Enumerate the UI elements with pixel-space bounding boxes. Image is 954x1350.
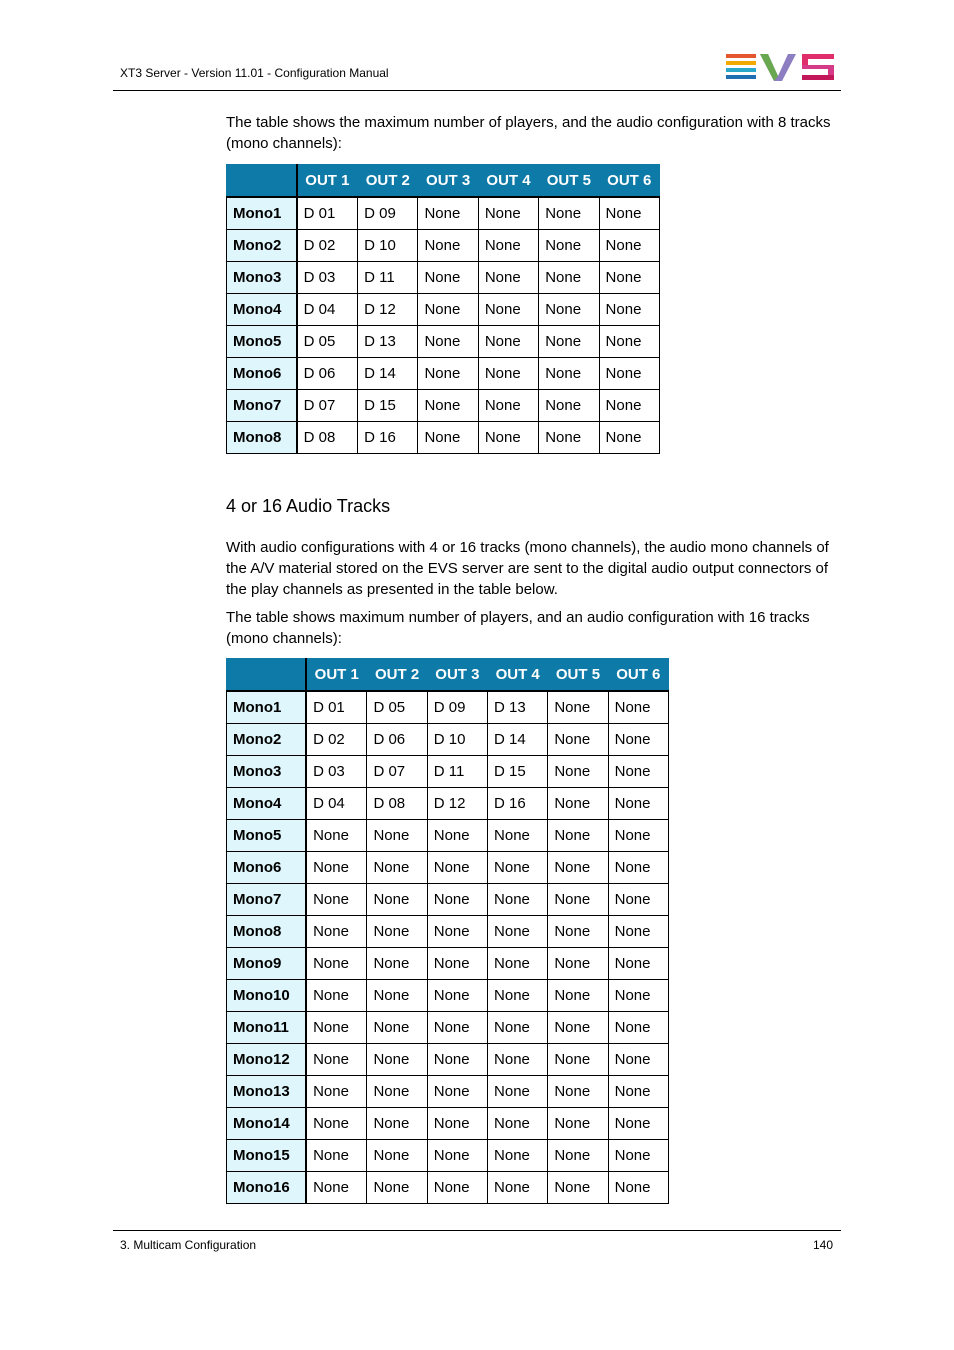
- table-cell: None: [418, 390, 478, 422]
- footer-section: 3. Multicam Configuration: [120, 1238, 257, 1252]
- table-cell: None: [306, 1140, 367, 1172]
- table-cell: None: [539, 358, 599, 390]
- table-cell: None: [599, 230, 659, 262]
- table-row: [227, 1076, 669, 1108]
- table-row: [227, 820, 669, 852]
- table-row: [227, 788, 669, 820]
- row-header-cell: Mono3: [227, 756, 307, 788]
- table-cell: None: [367, 916, 427, 948]
- table-cell: None: [478, 422, 538, 454]
- table-cell: None: [367, 884, 427, 916]
- table-cell: D 07: [297, 390, 358, 422]
- column-header: OUT 4: [488, 659, 548, 692]
- table-cell: None: [548, 980, 608, 1012]
- row-header-cell: Mono5: [227, 820, 307, 852]
- row-header-cell: Mono7: [227, 884, 307, 916]
- header-divider: [113, 90, 841, 91]
- audio-16-tracks-table: [226, 658, 669, 1204]
- row-header-cell: Mono2: [227, 724, 307, 756]
- table-cell: None: [306, 1108, 367, 1140]
- row-header-cell: Mono15: [227, 1140, 307, 1172]
- table-cell: D 14: [358, 358, 418, 390]
- table-cell: None: [608, 1108, 668, 1140]
- table-cell: D 06: [297, 358, 358, 390]
- row-header-cell: Mono2: [227, 230, 297, 262]
- table-cell: None: [488, 1172, 548, 1204]
- table-cell: None: [548, 852, 608, 884]
- table-cell: None: [418, 294, 478, 326]
- table-cell: None: [608, 820, 668, 852]
- table-cell: None: [548, 820, 608, 852]
- table-cell: None: [427, 1172, 487, 1204]
- table-row: [227, 1172, 669, 1204]
- table-row: [227, 724, 669, 756]
- table-row: [227, 852, 669, 884]
- table-cell: None: [539, 390, 599, 422]
- table-cell: D 11: [427, 756, 487, 788]
- table-cell: D 09: [358, 197, 418, 230]
- table-cell: None: [599, 262, 659, 294]
- table-cell: None: [478, 358, 538, 390]
- table-cell: None: [427, 1108, 487, 1140]
- table-cell: None: [608, 1012, 668, 1044]
- table-cell: None: [488, 1044, 548, 1076]
- table-cell: None: [367, 1076, 427, 1108]
- table-cell: D 04: [297, 294, 358, 326]
- table-cell: None: [427, 884, 487, 916]
- body-paragraph: With audio configurations with 4 or 16 tracks (mono channels), the audio mono channels of the A/V material stored on the EVS server are sent to the digital audio output connectors of the play channels as presented in the table below.: [226, 539, 829, 598]
- column-header: OUT 2: [358, 165, 418, 198]
- table-cell: D 07: [367, 756, 427, 788]
- column-header: OUT 3: [427, 659, 487, 692]
- table-cell: None: [539, 326, 599, 358]
- table-cell: None: [418, 197, 478, 230]
- table-cell: None: [367, 820, 427, 852]
- table-cell: None: [306, 948, 367, 980]
- intro-paragraph: The table shows the maximum number of players, and the audio configuration with 8 tracks (mono channels):: [226, 114, 831, 152]
- table-cell: None: [548, 756, 608, 788]
- table-header-row: [227, 165, 660, 198]
- column-header: OUT 6: [599, 165, 659, 198]
- table-cell: None: [418, 422, 478, 454]
- table-cell: None: [418, 262, 478, 294]
- row-header-cell: Mono3: [227, 262, 297, 294]
- table-cell: None: [418, 326, 478, 358]
- table-cell: None: [306, 1172, 367, 1204]
- table-cell: None: [608, 916, 668, 948]
- table-cell: D 15: [358, 390, 418, 422]
- table-cell: D 15: [488, 756, 548, 788]
- table-cell: None: [488, 1076, 548, 1108]
- table-cell: None: [488, 1012, 548, 1044]
- table-row: [227, 262, 660, 294]
- row-header-cell: Mono13: [227, 1076, 307, 1108]
- table-cell: None: [608, 1172, 668, 1204]
- table-row: [227, 294, 660, 326]
- column-header: OUT 3: [418, 165, 478, 198]
- table-cell: D 12: [358, 294, 418, 326]
- table-row: [227, 916, 669, 948]
- table-cell: None: [599, 197, 659, 230]
- table-cell: None: [548, 1172, 608, 1204]
- table-cell: None: [418, 230, 478, 262]
- table-cell: None: [608, 788, 668, 820]
- table-cell: None: [478, 390, 538, 422]
- table-cell: D 03: [297, 262, 358, 294]
- table-cell: D 10: [427, 724, 487, 756]
- table-cell: D 09: [427, 691, 487, 724]
- table-cell: D 12: [427, 788, 487, 820]
- table-row: [227, 1140, 669, 1172]
- table-row: [227, 358, 660, 390]
- row-header-cell: Mono10: [227, 980, 307, 1012]
- table-header-row: [227, 659, 669, 692]
- table-cell: None: [427, 948, 487, 980]
- table-row: [227, 390, 660, 422]
- table-cell: None: [367, 1140, 427, 1172]
- table-cell: None: [539, 422, 599, 454]
- table-cell: None: [608, 756, 668, 788]
- table-cell: None: [539, 197, 599, 230]
- table-cell: None: [427, 820, 487, 852]
- table-cell: None: [608, 691, 668, 724]
- table-cell: None: [608, 852, 668, 884]
- table-cell: D 06: [367, 724, 427, 756]
- row-header-cell: Mono14: [227, 1108, 307, 1140]
- row-header-cell: Mono8: [227, 422, 297, 454]
- column-header: OUT 5: [539, 165, 599, 198]
- table-cell: None: [488, 948, 548, 980]
- table-cell: None: [478, 294, 538, 326]
- table-cell: None: [418, 358, 478, 390]
- row-header-cell: Mono5: [227, 326, 297, 358]
- table-cell: None: [548, 916, 608, 948]
- column-header: OUT 4: [478, 165, 538, 198]
- table-cell: None: [548, 691, 608, 724]
- section-heading: 4 or 16 Audio Tracks: [226, 496, 391, 516]
- table-cell: D 13: [358, 326, 418, 358]
- table-cell: None: [608, 1140, 668, 1172]
- table-cell: None: [599, 358, 659, 390]
- table-cell: None: [478, 230, 538, 262]
- table-cell: None: [306, 980, 367, 1012]
- table-cell: None: [608, 948, 668, 980]
- column-header: [227, 165, 297, 198]
- table-cell: D 02: [297, 230, 358, 262]
- row-header-cell: Mono11: [227, 1012, 307, 1044]
- table-cell: None: [608, 980, 668, 1012]
- table-cell: None: [306, 820, 367, 852]
- table-cell: None: [367, 980, 427, 1012]
- row-header-cell: Mono9: [227, 948, 307, 980]
- table-cell: None: [427, 980, 487, 1012]
- table-cell: None: [488, 980, 548, 1012]
- row-header-cell: Mono8: [227, 916, 307, 948]
- table-cell: None: [608, 1044, 668, 1076]
- table-cell: D 10: [358, 230, 418, 262]
- table-cell: None: [427, 852, 487, 884]
- table-row: [227, 326, 660, 358]
- table-cell: None: [478, 197, 538, 230]
- audio-8-tracks-table: [226, 164, 660, 454]
- table-cell: None: [548, 788, 608, 820]
- table-cell: None: [599, 294, 659, 326]
- table-cell: D 02: [306, 724, 367, 756]
- table-cell: None: [608, 724, 668, 756]
- table-row: [227, 1012, 669, 1044]
- row-header-cell: Mono4: [227, 294, 297, 326]
- table-cell: None: [306, 1012, 367, 1044]
- table-row: [227, 1108, 669, 1140]
- table-cell: None: [488, 852, 548, 884]
- table-cell: None: [478, 326, 538, 358]
- table-cell: D 01: [306, 691, 367, 724]
- row-header-cell: Mono4: [227, 788, 307, 820]
- column-header: OUT 1: [297, 165, 358, 198]
- document-title: XT3 Server - Version 11.01 - Configuration Manual: [120, 66, 389, 80]
- table-cell: None: [488, 820, 548, 852]
- table-cell: None: [306, 916, 367, 948]
- table-cell: None: [548, 1012, 608, 1044]
- footer-divider: [113, 1230, 841, 1231]
- table-cell: None: [306, 852, 367, 884]
- table-cell: None: [608, 884, 668, 916]
- column-header: OUT 1: [306, 659, 367, 692]
- table-row: [227, 980, 669, 1012]
- table-cell: D 08: [297, 422, 358, 454]
- column-header: OUT 6: [608, 659, 668, 692]
- table-cell: None: [427, 1140, 487, 1172]
- table-row: [227, 756, 669, 788]
- table-cell: None: [488, 1140, 548, 1172]
- table-cell: None: [548, 1044, 608, 1076]
- row-header-cell: Mono7: [227, 390, 297, 422]
- table-cell: None: [306, 1044, 367, 1076]
- column-header: OUT 2: [367, 659, 427, 692]
- row-header-cell: Mono6: [227, 852, 307, 884]
- table-cell: None: [306, 884, 367, 916]
- table-row: [227, 884, 669, 916]
- table-cell: None: [608, 1076, 668, 1108]
- table-cell: None: [539, 230, 599, 262]
- table-cell: None: [478, 262, 538, 294]
- table-cell: None: [427, 1012, 487, 1044]
- evs-logo: [726, 52, 834, 82]
- table-cell: None: [367, 1012, 427, 1044]
- body-paragraph: The table shows maximum number of players, and an audio configuration with 16 tracks (mono channels):: [226, 609, 810, 647]
- table-cell: None: [367, 1172, 427, 1204]
- table-row: [227, 1044, 669, 1076]
- table-cell: None: [488, 1108, 548, 1140]
- table-cell: None: [367, 948, 427, 980]
- table-cell: None: [548, 884, 608, 916]
- table-cell: D 16: [358, 422, 418, 454]
- table-cell: None: [488, 916, 548, 948]
- table-row: [227, 691, 669, 724]
- row-header-cell: Mono6: [227, 358, 297, 390]
- table-cell: D 16: [488, 788, 548, 820]
- table-cell: D 11: [358, 262, 418, 294]
- table-cell: None: [548, 1140, 608, 1172]
- table-cell: None: [599, 326, 659, 358]
- column-header: OUT 5: [548, 659, 608, 692]
- table-cell: None: [367, 1044, 427, 1076]
- table-cell: D 04: [306, 788, 367, 820]
- table-cell: None: [539, 294, 599, 326]
- table-row: [227, 948, 669, 980]
- table-cell: D 03: [306, 756, 367, 788]
- table-row: [227, 197, 660, 230]
- table-cell: None: [488, 884, 548, 916]
- table-cell: None: [599, 390, 659, 422]
- table-cell: None: [306, 1076, 367, 1108]
- table-cell: D 14: [488, 724, 548, 756]
- table-cell: None: [427, 1076, 487, 1108]
- table-cell: None: [548, 1076, 608, 1108]
- table-cell: D 01: [297, 197, 358, 230]
- table-row: [227, 230, 660, 262]
- table-cell: D 05: [367, 691, 427, 724]
- table-cell: D 13: [488, 691, 548, 724]
- table-cell: None: [367, 1108, 427, 1140]
- row-header-cell: Mono1: [227, 691, 307, 724]
- row-header-cell: Mono12: [227, 1044, 307, 1076]
- table-cell: None: [427, 1044, 487, 1076]
- column-header: [227, 659, 307, 692]
- table-cell: None: [599, 422, 659, 454]
- row-header-cell: Mono1: [227, 197, 297, 230]
- table-cell: None: [367, 852, 427, 884]
- table-cell: None: [548, 948, 608, 980]
- row-header-cell: Mono16: [227, 1172, 307, 1204]
- table-cell: None: [539, 262, 599, 294]
- table-row: [227, 422, 660, 454]
- table-cell: None: [548, 724, 608, 756]
- table-cell: D 08: [367, 788, 427, 820]
- table-cell: None: [427, 916, 487, 948]
- table-cell: None: [548, 1108, 608, 1140]
- page-number: 140: [813, 1238, 834, 1252]
- table-cell: D 05: [297, 326, 358, 358]
